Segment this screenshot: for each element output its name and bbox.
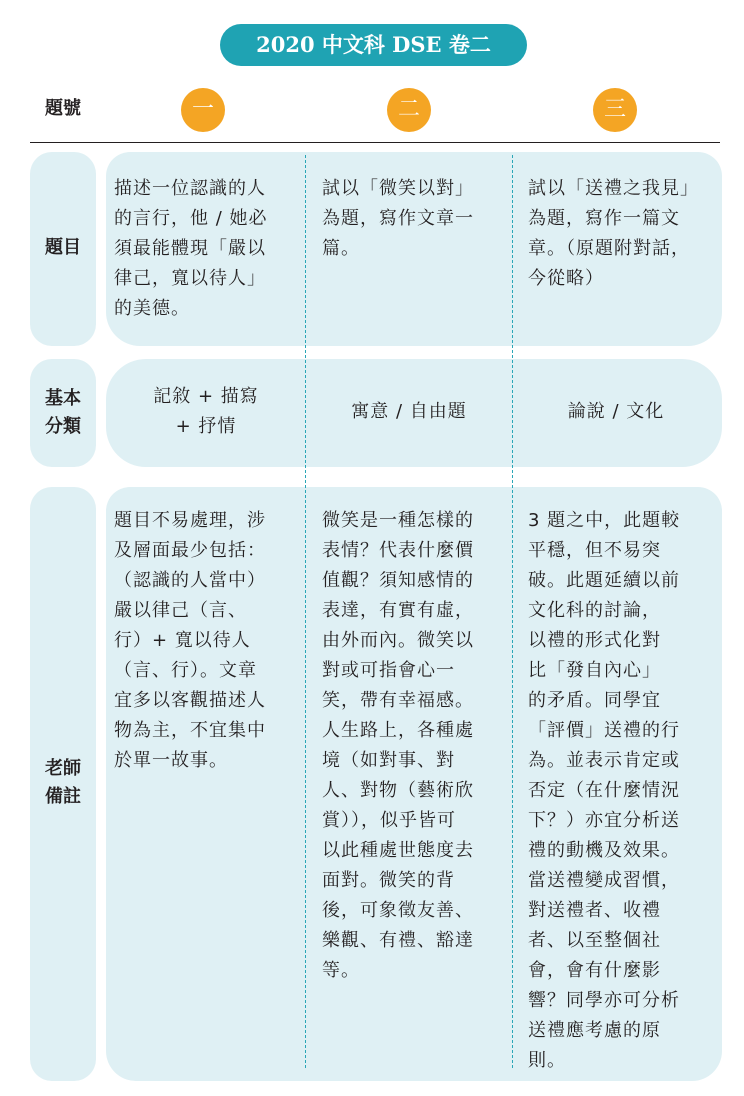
topic-cell-3: 試以「送禮之我見」 為題，寫作一篇文 章。（原題附對話， 今從略）: [528, 178, 699, 289]
category-cell-3: 論說 / 文化: [567, 401, 665, 422]
question-number-label: 題號: [45, 98, 81, 119]
notes-row-label: 老師 備註: [45, 758, 81, 807]
page-title: 2020 中文科 DSE 卷二: [221, 25, 526, 65]
question-2-badge: 二: [387, 88, 431, 132]
column-divider-2: [512, 155, 513, 1068]
topic-row-label: 題目: [45, 237, 81, 258]
notes-cell-2: 微笑是一種怎樣的 表情？代表什麼價 值觀？須知感情的 表達，有實有虛， 由外而內。微笑以 對或可指會心一 笑，帶有幸福感。 人生路上，各種處 境（如對事、對 人、對物（藝術欣 賞）），似乎皆可 以此種處世態度去 面對。微笑的背 後，可象徵友善、 樂觀、有禮、豁達 等。: [322, 510, 474, 981]
category-cell-2: 寓意 / 自由題: [351, 401, 467, 422]
topic-cell-1: 描述一位認識的人 的言行，他 / 她必 須最能體現「嚴以 律己，寬以待人」 的美德。: [114, 178, 268, 319]
question-1-badge: 一: [181, 88, 225, 132]
category-cell-1: 記敘 + 描寫 + 抒情: [153, 386, 259, 437]
header-divider: [30, 142, 720, 143]
column-divider-1: [305, 155, 306, 1068]
notes-cell-3: 3 題之中，此題較 平穩，但不易突 破。此題延續以前 文化科的討論， 以禮的形式化對 比「發自內心」 的矛盾。同學宜 「評價」送禮的行 為。並表示肯定或 否定（在什麼情況 下？）亦宜分析送 禮的動機及效果。 當送禮變成習慣， 對送禮者、收禮 者、以至整個社 會，會有什麼影 響？同學亦可分析 送禮應考慮的原 則。: [528, 510, 681, 1071]
category-row-label: 基本 分類: [45, 388, 81, 437]
notes-cell-1: 題目不易處理，涉 及層面最少包括： （認識的人當中） 嚴以律己（言、 行）+ 寬以待人 （言、行）。文章 宜多以客觀描述人 物為主，不宜集中 於單一故事。: [114, 510, 266, 771]
question-3-badge: 三: [593, 88, 637, 132]
topic-cell-2: 試以「微笑以對」 為題，寫作文章一 篇。: [322, 178, 474, 259]
